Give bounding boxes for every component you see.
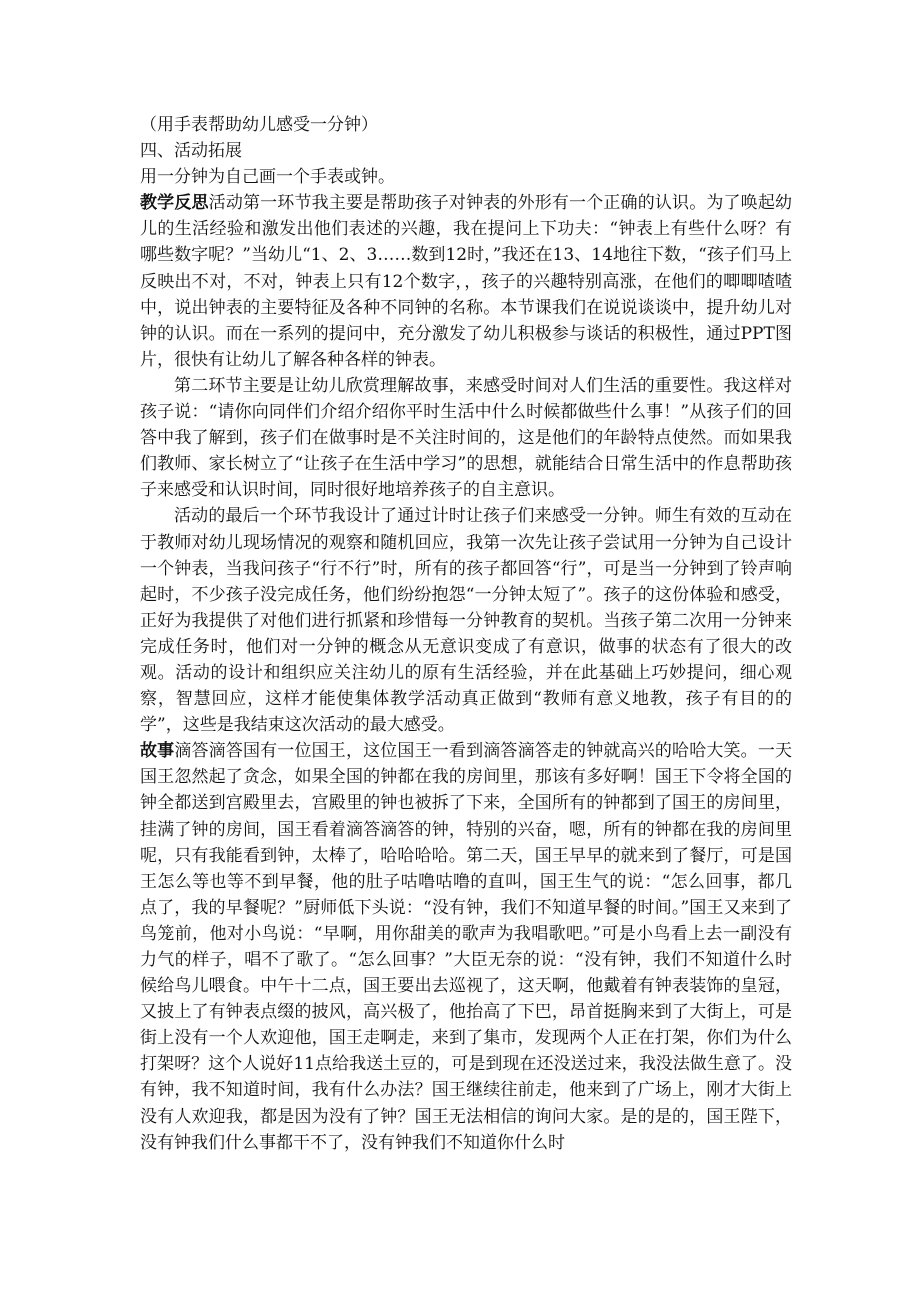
reflection-paragraph-1 xyxy=(140,190,792,373)
reflection-paragraph-2: 第二环节主要是让幼儿欣赏理解故事，来感受时间对人们生活的重要性。我这样对孩子说：“请你向同伴们介绍介绍你平时生活中什么时候都做些什么事！”从孩子们的回答中我了解到，孩子们在做事时是不关注时间的，这是他们的年龄特点使然。而如果我们教师、家长树立了“让孩子在生活中学习”的思想，就能结合日常生活中的作息帮助孩子来感受和认识时间，同时很好地培养孩子的自主意识。 xyxy=(140,375,792,501)
story-label: 故事 xyxy=(140,741,175,762)
note-line: （用手表帮助幼儿感受一分钟） xyxy=(140,115,378,135)
story-text: 滴答滴答国有一位国王，这位国王一看到滴答滴答走的钟就高兴的哈哈大笑。一天国王忽然起了贪念，如果全国的钟都在我的房间里，那该有多好啊！国王下令将全国的钟全都送到宫殿里去，宫殿里的钟也被拆了下来，全国所有的钟都到了国王的房间里，挂满了钟的房间，国王看着滴答滴答的钟，特别的兴奋，嗯，所有的钟都在我的房间里呢，只有我能看到钟，太棒了，哈哈哈哈。第二天，国王早早的就来到了餐厅，可是国王怎么等也等不到早餐，他的肚子咕噜咕噜的直叫，国王生气的说：“怎么回事，都几点了，我的早餐呢？”厨师低下头说：“没有钟，我们不知道早餐的时间。”国王又来到了鸟笼前，他对小鸟说：“早啊，用你甜美的歌声为我唱歌吧。”可是小鸟看上去一副没有力气的样子，唱不了歌了。“怎么回事？”大臣无奈的说：“没有钟，我们不知道什么时候给鸟儿喂食。中午十二点，国王要出去巡视了，这天啊，他戴着有钟表装饰的皇冠，又披上了有钟表点缀的披风，高兴极了，他抬高了下巴，昂首挺胸来到了大街上，可是街上没有一个人欢迎他，国王走啊走，来到了集市，发现两个人正在打架，你们为什么打架呀？这个人说好11点给我送土豆的，可是到现在还没送过来，我没法做生意了。没有钟，我不知道时间，我有什么办法？国王继续往前走，他来到了广场上，刚才大街上没有人欢迎我，都是因为没有了钟？国王无法相信的询问大家。是的是的，国王陛下，没有钟我们什么事都干不了，没有钟我们不知道你什么时 xyxy=(140,741,793,1153)
reflection-paragraph-3: 活动的最后一个环节我设计了通过计时让孩子们来感受一分钟。师生有效的互动在于教师对幼儿现场情况的观察和随机回应，我第一次先让孩子尝试用一分钟为自己设计一个钟表，当我问孩子“行不行”时，所有的孩子都回答“行”，可是当一分钟到了铃声响起时，不少孩子没完成任务，他们纷纷抱怨“一分钟太短了”。孩子的这份体验和感受，正好为我提供了对他们进行抓紧和珍惜每一分钟教育的契机。当孩子第二次用一分钟来完成任务时，他们对一分钟的概念从无意识变成了有意识，做事的状态有了很大的改观。活动的设计和组织应关注幼儿的原有生活经验，并在此基础上巧妙提问，细心观察，智慧回应，这样才能使集体教学活动真正做到“教师有意义地教，孩子有目的的学”，这些是我结束这次活动的最大感受。 xyxy=(140,506,792,736)
extension-activity: 用一分钟为自己画一个手表或钟。 xyxy=(140,167,395,188)
document-page xyxy=(140,112,792,1156)
reflection-label: 教学反思 xyxy=(140,193,209,214)
section-heading-extension: 四、活动拓展 xyxy=(140,141,242,162)
story-paragraph xyxy=(140,738,792,1156)
reflection-text-1: 活动第一环节我主要是帮助孩子对钟表的外形有一个正确的认识。为了唤起幼儿的生活经验和激发出他们表述的兴趣，我在提问上下功夫：“钟表上有些什么呀？有哪些数字呢？”当幼儿“1、2、3……数到12时，”我还在13、14地往下数，“孩子们马上反映出不对，不对，钟表上只有12个数字，，孩子的兴趣特别高涨，在他们的唧唧喳喳中，说出钟表的主要特征及各种不同钟的名称。本节课我们在说说谈谈中，提升幼儿对钟的认识。而在一系列的提问中，充分激发了幼儿积极参与谈话的积极性，通过PPT图片，很快有让幼儿了解各种各样的钟表。 xyxy=(140,193,793,370)
